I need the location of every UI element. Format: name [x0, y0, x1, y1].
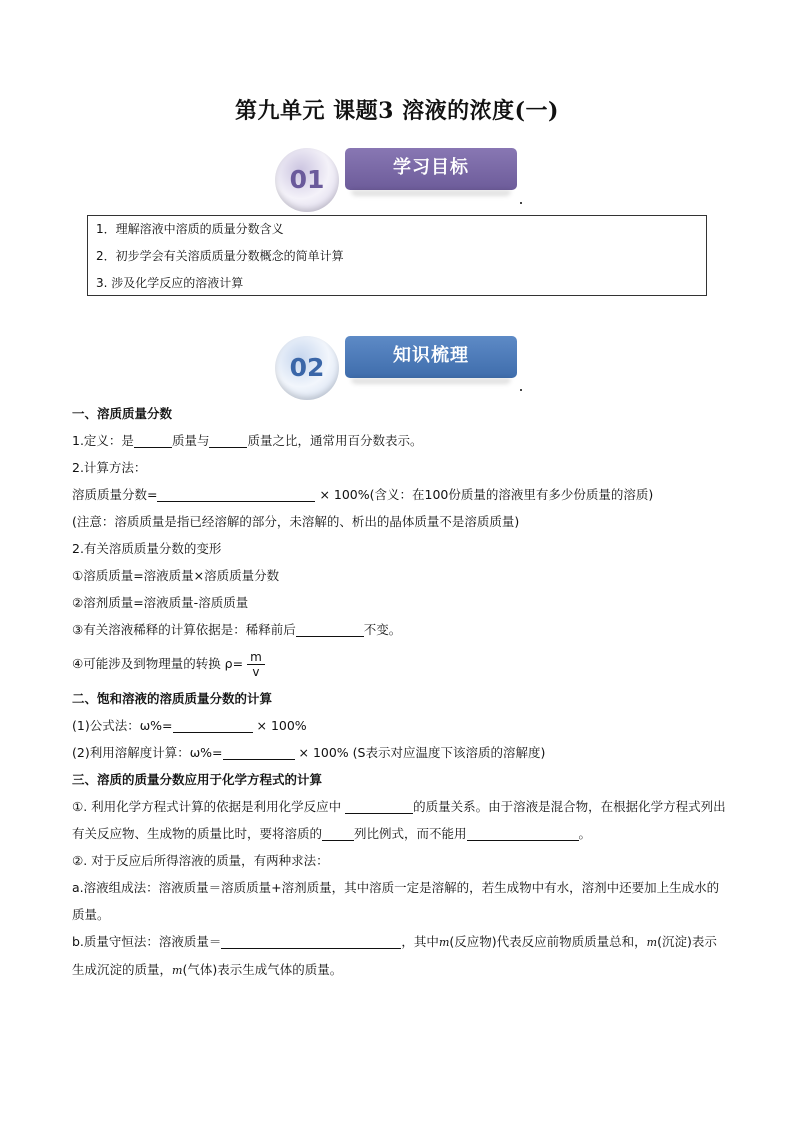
text: 。 [578, 826, 592, 841]
text: 的质量关系。由于溶液是混合物，在根据化学方程式列出有关反应物、生成物的质量比时，要将溶质的 [72, 799, 726, 841]
text: ，其中 [401, 934, 439, 949]
fill-blank [173, 718, 253, 733]
variants-line: 2.有关溶质质量分数的变形 [72, 541, 222, 556]
text: × 100% [252, 718, 307, 733]
knowledge-content [72, 400, 728, 984]
fill-blank [345, 799, 413, 814]
paragraph-a: a.溶液组成法：溶液质量＝溶质质量+溶剂质量，其中溶质一定是溶解的，若生成物中有水，溶剂中还要加上生成水的质量。 [72, 880, 720, 922]
text: 溶质质量分数= [72, 487, 158, 502]
text: (气体)表示生成气体的质量。 [182, 962, 343, 977]
text: × 100%(含义：在100份质量的溶液里有多少份质量的溶质) [315, 487, 654, 502]
variant-3 [72, 616, 728, 643]
paragraph-b [72, 928, 728, 984]
formula-line [72, 481, 728, 508]
text: 列比例式，而不能用 [354, 826, 467, 841]
fill-blank [296, 622, 364, 637]
page-title: 第九单元 课题3 溶液的浓度(一) [235, 98, 559, 124]
badge-number: 01 [289, 165, 325, 194]
numerator: m [247, 650, 265, 665]
badge-label: 知识梳理 [345, 336, 517, 378]
math-symbol: m [646, 936, 658, 949]
badge-number: 02 [289, 353, 325, 382]
text: (2)利用溶解度计算：ω%= [72, 745, 223, 760]
solubility-line [72, 739, 728, 766]
variant-2: ②溶剂质量=溶液质量-溶质质量 [72, 595, 249, 610]
method-line: 2.计算方法： [72, 460, 147, 475]
section-heading: 一、溶质质量分数 [72, 406, 173, 421]
denominator: v [252, 665, 260, 679]
text: (1)公式法：ω%= [72, 718, 173, 733]
formula-method-line [72, 712, 728, 739]
text: ①. 利用化学方程式计算的依据是利用化学反应中 [72, 799, 346, 814]
variant-1: ①溶质质量=溶液质量×溶质质量分数 [72, 568, 280, 583]
note-line: (注意：溶质质量是指已经溶解的部分，未溶解的、析出的晶体质量不是溶质质量) [72, 514, 520, 529]
fill-blank [223, 745, 295, 760]
decor-dot [520, 389, 522, 391]
paragraph-2: ②. 对于反应后所得溶液的质量，有两种求法： [72, 853, 329, 868]
badge-label: 学习目标 [345, 148, 517, 190]
fraction [247, 650, 265, 679]
goal-item: 3. 涉及化学反应的溶液计算 [96, 276, 244, 290]
text: ④可能涉及到物理量的转换 ρ= [72, 656, 244, 671]
goals-box [87, 215, 707, 296]
section-heading: 三、溶质的质量分数应用于化学方程式的计算 [72, 772, 323, 787]
fill-blank [209, 433, 247, 448]
fill-blank [221, 934, 401, 949]
fill-blank [134, 433, 172, 448]
text: 质量之比，通常用百分数表示。 [247, 433, 423, 448]
section-heading: 二、饱和溶液的溶质质量分数的计算 [72, 691, 273, 706]
text: (沉淀)表示生成沉淀的质量， [72, 934, 717, 977]
text: 不变。 [363, 622, 402, 637]
text: × 100% (S表示对应温度下该溶质的溶解度) [294, 745, 546, 760]
fill-blank [467, 826, 579, 841]
fill-blank [157, 487, 315, 502]
text: 质量与 [171, 433, 210, 448]
text: (反应物)代表反应前物质质量总和， [449, 934, 647, 949]
math-symbol: m [172, 964, 183, 977]
definition-line [72, 427, 728, 454]
goal-item: 2．初步学会有关溶质质量分数概念的简单计算 [96, 249, 344, 263]
decor-dot [520, 202, 522, 204]
text: b.质量守恒法：溶液质量＝ [72, 934, 222, 949]
goal-item: 1．理解溶液中溶质的质量分数含义 [96, 222, 284, 236]
math-symbol: m [438, 936, 450, 949]
paragraph-1 [72, 793, 728, 847]
fill-blank [322, 826, 354, 841]
text: 1.定义：是 [72, 433, 134, 448]
text: ③有关溶液稀释的计算依据是：稀释前后 [72, 622, 296, 637]
variant-4 [72, 643, 728, 685]
